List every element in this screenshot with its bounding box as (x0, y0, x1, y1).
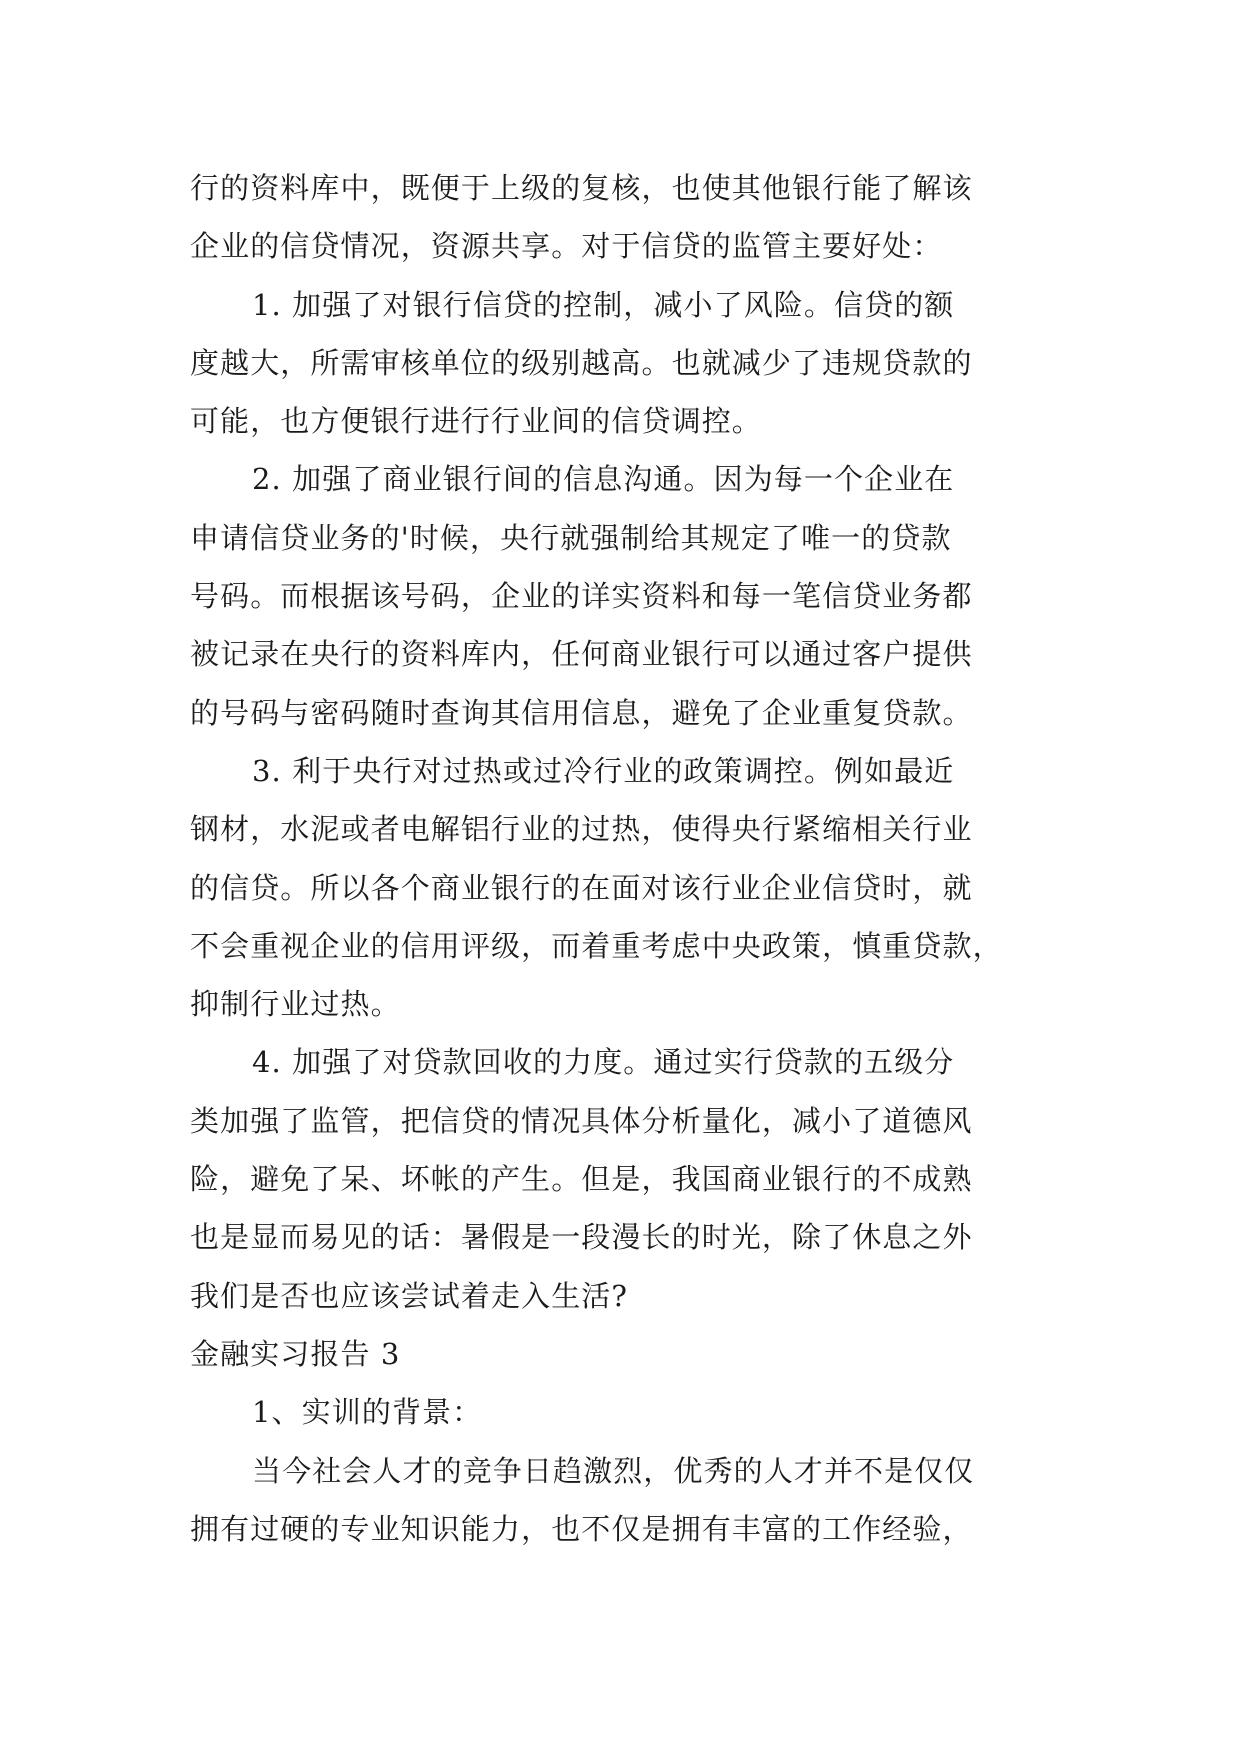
document-body (190, 159, 1050, 1558)
text-line: 行的资料库中，既便于上级的复核，也使其他银行能了解该 (190, 171, 973, 205)
text-line: 申请信贷业务的'时候，央行就强制给其规定了唯一的贷款 (190, 520, 952, 555)
text-line: 不会重视企业的信用评级，而着重考虑中央政策，慎重贷款， (190, 928, 1003, 963)
text-line: 号码。而根据该号码，企业的详实资料和每一笔信贷业务都 (190, 579, 973, 614)
text-line: 类加强了监管，把信贷的情况具体分析量化，减小了道德风 (190, 1103, 973, 1138)
text-line: 我们是否也应该尝试着走入生活? (190, 1278, 629, 1313)
text-line: 1. 加强了对银行信贷的控制，减小了风险。信贷的额 (252, 287, 955, 322)
text-line: 被记录在央行的资料库内，任何商业银行可以通过客户提供 (190, 637, 973, 672)
text-line: 的信贷。所以各个商业银行的在面对该行业企业信贷时，就 (190, 870, 973, 905)
text-line: 险，避免了呆、坏帐的产生。但是，我国商业银行的不成熟 (190, 1162, 973, 1197)
text-line: 抑制行业过热。 (190, 987, 401, 1022)
text-line: 4. 加强了对贷款回收的力度。通过实行贷款的五级分 (252, 1045, 955, 1080)
text-line: 企业的信贷情况，资源共享。对于信贷的监管主要好处： (190, 229, 943, 264)
text-line: 的号码与密码随时查询其信用信息，避免了企业重复贷款。 (190, 695, 973, 730)
text-line: 钢材，水泥或者电解铝行业的过热，使得央行紧缩相关行业 (190, 812, 973, 847)
subsection-heading: 1、实训的背景： (252, 1395, 483, 1430)
text-line: 可能，也方便银行进行行业间的信贷调控。 (190, 404, 762, 439)
text-line: 拥有过硬的专业知识能力，也不仅是拥有丰富的工作经验， (190, 1511, 973, 1546)
section-heading: 金融实习报告 3 (190, 1336, 401, 1371)
text-line: 也是显而易见的话：暑假是一段漫长的时光，除了休息之外 (190, 1220, 973, 1255)
text-line: 2. 加强了商业银行间的信息沟通。因为每一个企业在 (252, 462, 955, 497)
text-line: 3. 利于央行对过热或过冷行业的政策调控。例如最近 (252, 753, 955, 788)
text-line: 度越大，所需审核单位的级别越高。也就减少了违规贷款的 (190, 345, 973, 380)
text-line: 当今社会人才的竞争日趋激烈，优秀的人才并不是仅仅 (252, 1453, 975, 1488)
